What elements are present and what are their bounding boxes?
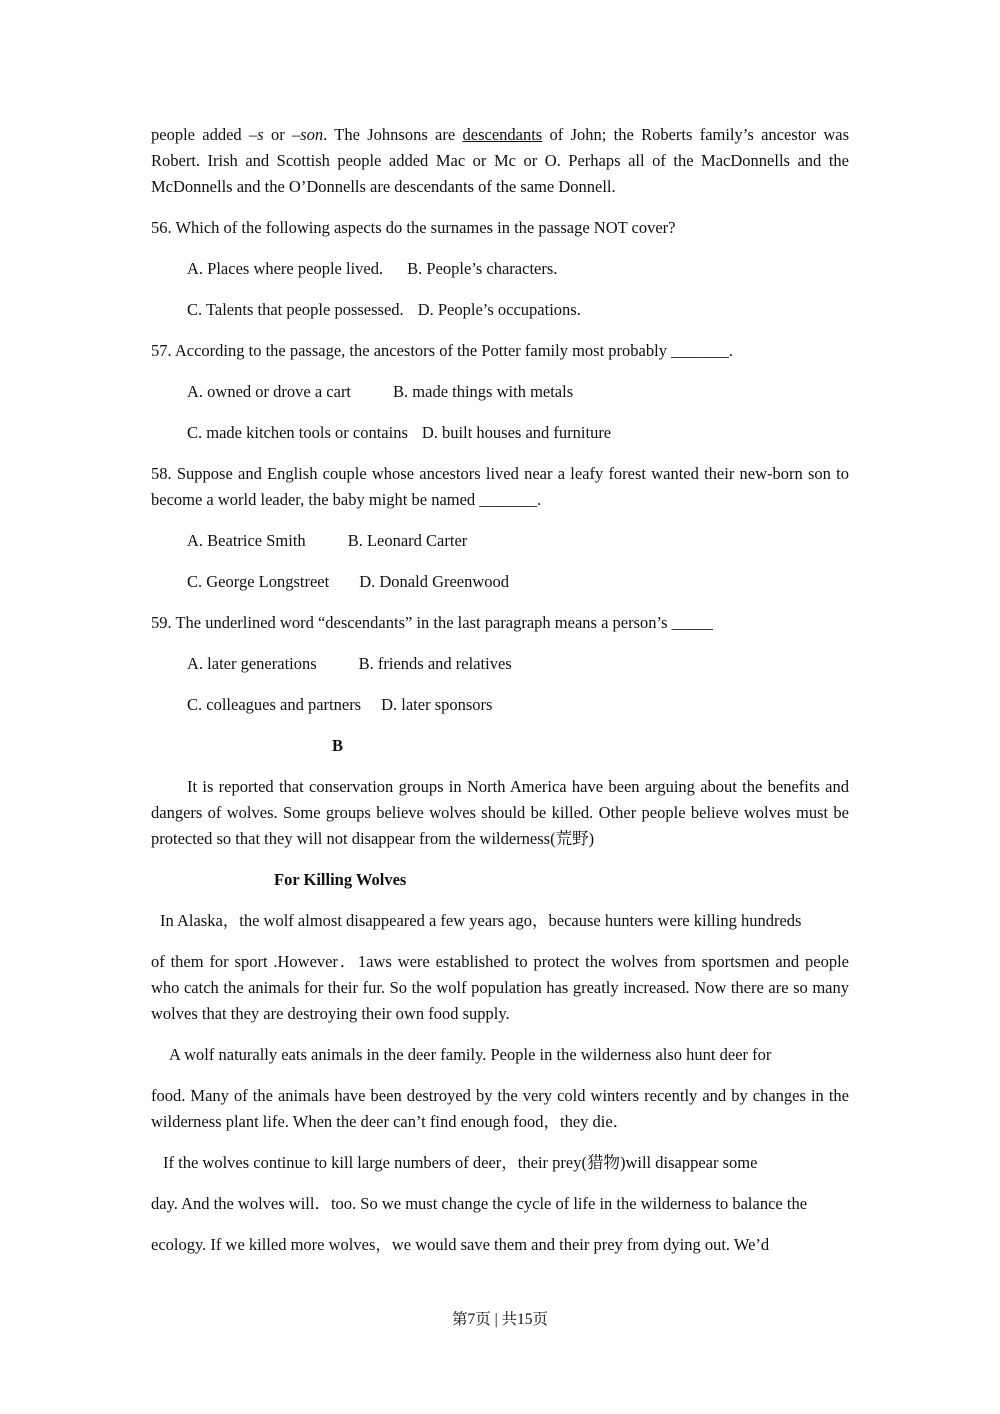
intro-text-or: or bbox=[263, 125, 292, 144]
section-label: B bbox=[332, 736, 344, 755]
document-page bbox=[151, 122, 849, 1258]
option-c: C. George Longstreet bbox=[187, 572, 330, 591]
option-d: D. later sponsors bbox=[381, 695, 493, 714]
option-d: D. People’s occupations. bbox=[417, 300, 581, 319]
body-line: If the wolves continue to kill large numbers of deer，their prey(猎物)will disappear some bbox=[163, 1153, 758, 1172]
option-a: A. later generations bbox=[187, 654, 317, 673]
option-c: C. colleagues and partners bbox=[187, 695, 362, 714]
option-b: B. made things with metals bbox=[393, 382, 574, 401]
option-c: C. made kitchen tools or contains bbox=[187, 423, 408, 442]
question-58: 58. Suppose and English couple whose ancestors lived near a leafy forest wanted their new-born son to become a world leader, the baby might be named _______. bbox=[151, 464, 849, 509]
underlined-word: descendants bbox=[462, 125, 543, 144]
options-row bbox=[187, 420, 849, 446]
options-row bbox=[187, 297, 849, 323]
intro-text-b: . The Johnsons are bbox=[323, 125, 463, 144]
options-row bbox=[187, 256, 849, 282]
option-a: A. owned or drove a cart bbox=[187, 382, 352, 401]
options-row bbox=[187, 569, 849, 595]
option-c: C. Talents that people possessed. bbox=[187, 300, 404, 319]
question-57: 57. According to the passage, the ancestors of the Potter family most probably _______. bbox=[151, 341, 733, 360]
options-row bbox=[187, 692, 849, 718]
intro-paragraph bbox=[151, 122, 849, 200]
body-paragraph: of them for sport .However．1aws were established to protect the wolves from sportsmen and people who catch the animals for their fur. So the wolf population has greatly increased. Now there are so many wolves that they are destroying their own food supply. bbox=[151, 952, 849, 1023]
body-line: A wolf naturally eats animals in the deer family. People in the wilderness also hunt deer for bbox=[169, 1045, 772, 1064]
body-line: In Alaska，the wolf almost disappeared a few years ago，because hunters were killing hundreds bbox=[160, 911, 802, 930]
option-a: A. Beatrice Smith bbox=[187, 531, 306, 550]
section-heading: For Killing Wolves bbox=[274, 870, 407, 889]
page-footer: 第7页 | 共15页 bbox=[451, 1311, 549, 1328]
option-d: D. built houses and furniture bbox=[421, 423, 612, 442]
option-b: B. Leonard Carter bbox=[347, 531, 468, 550]
option-a: A. Places where people lived. bbox=[187, 259, 384, 278]
intro-text-c: of John; the Roberts family’s ancestor was Robert. Irish and Scottish people added Mac or Mc or O. Perhaps all of the MacDonnells and the McDonnells and the O’Donnells are descendants of the same Donnell. bbox=[151, 125, 849, 196]
body-line: ecology. If we killed more wolves，we would save them and their prey from dying out. We’d bbox=[151, 1235, 770, 1254]
option-b: B. friends and relatives bbox=[358, 654, 512, 673]
option-b: B. People’s characters. bbox=[407, 259, 558, 278]
options-row bbox=[187, 651, 849, 677]
option-d: D. Donald Greenwood bbox=[359, 572, 510, 591]
body-paragraph: food. Many of the animals have been destroyed by the very cold winters recently and by changes in the wilderness plant life. When the deer can’t find enough food，they die． bbox=[151, 1086, 849, 1131]
suffix-son: –son bbox=[292, 125, 324, 144]
question-56: 56. Which of the following aspects do the surnames in the passage NOT cover? bbox=[151, 218, 676, 237]
options-row bbox=[187, 528, 849, 554]
body-paragraph: day. And the wolves will．too. So we must change the cycle of life in the wilderness to balance the bbox=[151, 1194, 808, 1213]
suffix-s: –s bbox=[248, 125, 264, 144]
intro-text-a: people added bbox=[151, 125, 249, 144]
options-row bbox=[187, 379, 849, 405]
question-59: 59. The underlined word “descendants” in the last paragraph means a person’s _____ bbox=[151, 613, 713, 632]
section-intro: It is reported that conservation groups in North America have been arguing about the benefits and dangers of wolves. Some groups believe wolves should be killed. Other people believe wolves must be protected so that they will not disappear from the wilderness(荒野) bbox=[151, 777, 849, 848]
